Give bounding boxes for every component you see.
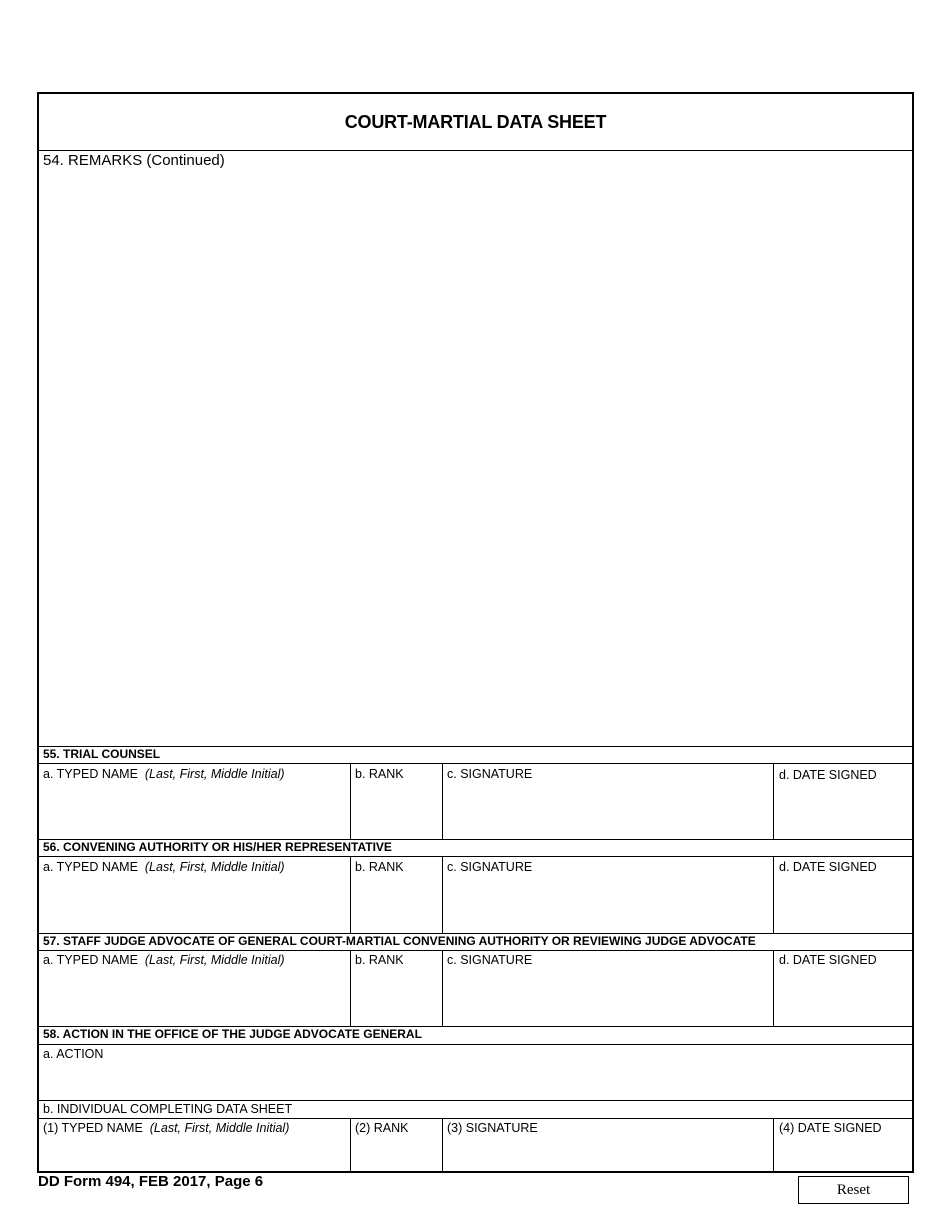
action-input[interactable] [43,1066,909,1098]
trial-counsel-date-input[interactable] [778,786,910,836]
divider [773,950,774,1026]
divider [773,856,774,933]
rank-label: b. RANK [355,767,404,781]
divider [39,1044,912,1045]
staff-judge-advocate-name-input[interactable] [43,973,349,1023]
divider [350,1118,351,1171]
divider [350,763,351,839]
completing-individual-date-input[interactable] [778,1140,910,1168]
individual-completing-label: b. INDIVIDUAL COMPLETING DATA SHEET [43,1102,293,1116]
rank-label: b. RANK [355,860,404,874]
divider [39,950,912,951]
divider [39,746,912,747]
action-label: a. ACTION [43,1047,104,1061]
form-identifier: DD Form 494, FEB 2017, Page 6 [38,1173,264,1190]
divider [442,856,443,933]
signature-label: c. SIGNATURE [447,953,533,967]
section-58-heading: 58. ACTION IN THE OFFICE OF THE JUDGE ADVOCATE GENERAL [43,1027,422,1041]
trial-counsel-rank-input[interactable] [354,786,442,836]
date-signed-label: d. DATE SIGNED [779,860,877,874]
date-signed-label: (4) DATE SIGNED [779,1121,882,1135]
form-title: COURT-MARTIAL DATA SHEET [344,112,607,132]
divider [39,1118,912,1119]
remarks-label: 54. REMARKS (Continued) [43,152,225,169]
completing-individual-name-input[interactable] [43,1140,349,1168]
reset-button[interactable]: Reset [798,1176,909,1204]
divider [39,763,912,764]
completing-individual-rank-input[interactable] [354,1140,442,1168]
section-56-heading: 56. CONVENING AUTHORITY OR HIS/HER REPRESENTATIVE [43,840,392,854]
section-57-heading: 57. STAFF JUDGE ADVOCATE OF GENERAL COURT-MARTIAL CONVENING AUTHORITY OR REVIEWING JUDGE ADVOCATE [43,934,756,948]
convening-authority-signature-field[interactable] [446,880,768,928]
divider [39,150,912,151]
divider [350,856,351,933]
date-signed-label: d. DATE SIGNED [779,953,877,967]
staff-judge-advocate-date-input[interactable] [778,973,910,1023]
rank-label: (2) RANK [355,1121,409,1135]
date-signed-label: d. DATE SIGNED [779,768,877,782]
divider [773,1118,774,1171]
typed-name-label: a. TYPED NAME (Last, First, Middle Initial) [43,953,285,967]
typed-name-label: (1) TYPED NAME (Last, First, Middle Initial) [43,1121,290,1135]
remarks-input[interactable] [42,174,910,748]
completing-individual-signature-field[interactable] [446,1140,768,1166]
divider [350,950,351,1026]
signature-label: c. SIGNATURE [447,860,533,874]
section-55-heading: 55. TRIAL COUNSEL [43,747,161,761]
divider [442,1118,443,1171]
convening-authority-name-input[interactable] [43,880,349,930]
staff-judge-advocate-rank-input[interactable] [354,973,442,1023]
convening-authority-date-input[interactable] [778,880,910,930]
typed-name-label: a. TYPED NAME (Last, First, Middle Initial) [43,860,285,874]
rank-label: b. RANK [355,953,404,967]
typed-name-label: a. TYPED NAME (Last, First, Middle Initial) [43,767,285,781]
trial-counsel-signature-field[interactable] [446,786,768,834]
divider [39,856,912,857]
divider [442,763,443,839]
form-container [37,92,914,1173]
trial-counsel-name-input[interactable] [43,786,349,836]
signature-label: (3) SIGNATURE [447,1121,538,1135]
divider [773,763,774,839]
convening-authority-rank-input[interactable] [354,880,442,930]
divider [442,950,443,1026]
divider [39,1100,912,1101]
staff-judge-advocate-signature-field[interactable] [446,973,768,1021]
signature-label: c. SIGNATURE [447,767,533,781]
